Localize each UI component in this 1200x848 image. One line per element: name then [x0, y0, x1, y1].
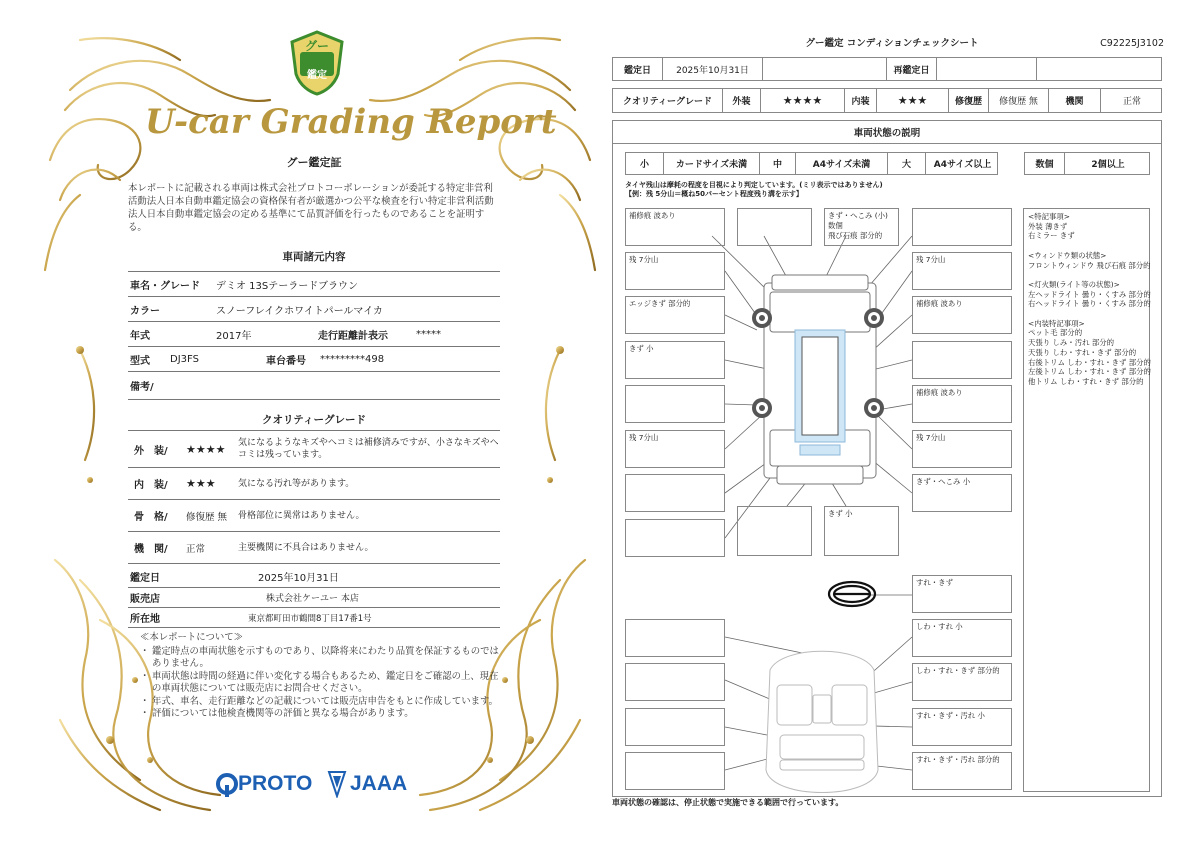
condition-note-b3: きず・へこみ (小) 数個 飛び石痕 部分的 — [824, 208, 899, 246]
certificate-heading: グー鑑定証 — [286, 156, 342, 169]
about-item-text: 鑑定時点の車両状態を示すものであり、以降将来にわたり品質を保証するものではありません。 — [152, 645, 499, 669]
info-row-date — [128, 566, 500, 588]
condition-note-l2: エッジきず 部分的 — [625, 296, 725, 334]
exterior-value: ★★★★ — [761, 89, 845, 112]
condition-note-i2: しわ・すれ 小 — [912, 619, 1012, 657]
bullet: ・ — [140, 670, 150, 682]
spec-row-color — [128, 297, 500, 322]
about-item — [140, 708, 500, 721]
condition-note-l5: 残 7分山 — [625, 430, 725, 468]
special-notes-list — [1028, 212, 1151, 387]
about-item — [140, 671, 500, 696]
recheck-label: 再鑑定日 — [887, 58, 937, 80]
badge-text-top: グー — [304, 39, 329, 53]
spec-mileage-label: 走行距離計表示 — [318, 330, 388, 342]
about-report — [140, 632, 500, 721]
sheet-footer: 車両状態の確認は、停止状態で実施できる範囲で行っています。 — [612, 798, 844, 807]
special-note-line: <特記事項> — [1028, 212, 1070, 221]
quality-grade: ★★★ — [186, 477, 216, 490]
spec-remarks-label: 備考/ — [130, 382, 154, 393]
date-value: 2025年10月31日 — [663, 58, 763, 80]
quality-text: 骨格部位に異常はありません。 — [238, 510, 365, 521]
spec-color-label: カラー — [130, 305, 160, 317]
quality-label: 内 装/ — [134, 480, 168, 491]
special-note-line: <内装特記事項> — [1028, 318, 1085, 328]
condition-note-interior-left — [625, 619, 725, 657]
condition-note-interior-left — [625, 752, 725, 790]
condition-note-r6: きず・へこみ 小 — [912, 474, 1012, 512]
about-item-text: 車両状態は時間の経過に伴い変化する場合もあるため、鑑定日をご確認の上、現在の車両状態については販売店にお問合せください。 — [152, 670, 499, 694]
condition-note-interior-left — [625, 708, 725, 746]
spec-color-value: スノーフレイクホワイトパールマイカ — [216, 305, 383, 317]
grading-certificate — [40, 20, 600, 835]
special-note-line: 天張り しみ・汚れ 部分的 — [1028, 338, 1114, 348]
about-item-text: 年式、車名、走行距離などの記載については販売店申告をもとに作成しています。 — [152, 695, 498, 707]
info-address-value: 東京都町田市鶴間8丁目17番1号 — [248, 613, 372, 624]
spec-model-label: 型式 — [130, 355, 150, 367]
condition-note-bt2: きず 小 — [824, 506, 899, 556]
quality-heading: クオリティーグレード — [262, 414, 366, 426]
interior-label: 内装 — [845, 89, 877, 112]
exterior-label: 外装 — [723, 89, 761, 112]
condition-note-r3 — [912, 341, 1012, 379]
tire-note-1: タイヤ残山は摩耗の程度を目視により判定しています。(ミリ表示ではありません) — [625, 181, 883, 189]
quality-grade: 正常 — [186, 543, 206, 555]
bullet: ・ — [140, 708, 150, 719]
quality-grade: ★★★★ — [186, 442, 226, 456]
info-dealer-label: 販売店 — [130, 594, 160, 605]
report-title: U-car Grading Report — [145, 102, 557, 142]
special-note-line: 右後トリム しわ・すれ・きず 部分的 — [1028, 357, 1151, 367]
condition-note-l6 — [625, 474, 725, 512]
count-label: 数個 — [1025, 153, 1065, 174]
spec-chassis-value: *********498 — [320, 353, 385, 365]
engine-value: 正常 — [1122, 97, 1141, 107]
about-item — [140, 696, 500, 709]
condition-note-r2: 補修痕 波あり — [912, 296, 1012, 334]
special-note-line: 左後トリム しわ・すれ・きず 部分的 — [1028, 367, 1151, 377]
about-list — [140, 646, 500, 721]
spec-name-label: 車名・グレード — [130, 280, 200, 292]
special-note-line: <灯火類(ライト等の状態)> — [1028, 279, 1120, 289]
condition-note-i1: すれ・きず — [912, 575, 1012, 613]
section-title: 車両状態の説明 — [612, 120, 1162, 144]
badge-text-bottom: 鑑定 — [307, 70, 327, 81]
count-value: 2個以上 — [1091, 160, 1125, 170]
date-label: 鑑定日 — [613, 58, 663, 80]
quality-row — [128, 468, 500, 500]
bullet: ・ — [140, 695, 150, 707]
spec-year-value: 2017年 — [216, 330, 252, 342]
info-date-label: 鑑定日 — [130, 573, 160, 584]
about-item-text: 評価については他検査機関等の評価と異なる場合があります。 — [152, 708, 414, 719]
info-dealer-value: 株式会社ケーユー 本店 — [266, 594, 359, 604]
spec-model-value: DJ3FS — [170, 353, 199, 365]
condition-note-i4: すれ・きず・汚れ 小 — [912, 708, 1012, 746]
condition-check-sheet — [612, 30, 1164, 820]
special-note-line: 天張り しわ・すれ・きず 部分的 — [1028, 347, 1137, 357]
quality-row — [128, 500, 500, 532]
size-mid: 中 — [760, 153, 796, 174]
info-date-value: 2025年10月31日 — [258, 573, 339, 584]
special-note-line: 外装 薄きず — [1028, 221, 1068, 231]
jaaa-logo-icon — [327, 770, 347, 798]
spec-name-value: デミオ 13Sテーラードブラウン — [216, 280, 358, 292]
special-note-line: フロントウィンドウ 飛び石痕 部分的 — [1028, 260, 1151, 270]
spec-row-year — [128, 322, 500, 347]
bullet: ・ — [140, 645, 150, 657]
quality-label: 骨 格/ — [134, 512, 168, 523]
spec-row-name — [128, 271, 500, 297]
spec-mileage-value: ***** — [416, 328, 441, 340]
interior-value: ★★★ — [877, 89, 949, 112]
special-note-line: 他トリム しわ・すれ・きず 部分的 — [1028, 376, 1144, 386]
quality-row — [128, 532, 500, 564]
sheet-title: グー鑑定 コンディションチェックシート — [805, 38, 979, 49]
condition-note-interior-left — [625, 663, 725, 701]
engine-label: 機関 — [1049, 89, 1101, 112]
repair-label: 修復歴 — [949, 89, 989, 112]
special-note-line: 右ミラー きず — [1028, 231, 1075, 241]
quality-text: 主要機関に不具合はありません。 — [238, 542, 374, 553]
spec-row-model — [128, 347, 500, 372]
size-large: 大 — [888, 153, 926, 174]
spec-chassis-label: 車台番号 — [266, 355, 306, 367]
condition-note-l7 — [625, 519, 725, 557]
info-row-dealer — [128, 588, 500, 608]
size-mid-desc: A4サイズ未満 — [796, 153, 888, 174]
about-heading: ≪本レポートについて≫ — [140, 632, 243, 643]
condition-note-bt1 — [737, 506, 812, 556]
special-note-line — [1028, 241, 1145, 251]
jaaa-logo-text: JAAA — [350, 772, 408, 795]
quality-text: 気になる汚れ等があります。 — [238, 478, 355, 489]
spec-row-remarks — [128, 372, 500, 400]
about-item — [140, 646, 500, 671]
spec-heading: 車両諸元内容 — [282, 251, 346, 263]
condition-note-b1: 補修痕 波あり — [625, 208, 725, 246]
condition-note-b4 — [912, 208, 1012, 246]
size-large-desc: A4サイズ以上 — [933, 160, 992, 170]
special-note-line — [1028, 309, 1145, 319]
sheet-code: C92225J3102 — [1100, 38, 1164, 49]
proto-logo-text: PROTO — [238, 772, 313, 795]
condition-note-i3: しわ・すれ・きず 部分的 — [912, 663, 1012, 701]
condition-note-r5: 残 7分山 — [912, 430, 1012, 468]
condition-note-r1: 残 7分山 — [912, 252, 1012, 290]
condition-note-l1: 残 7分山 — [625, 252, 725, 290]
certificate-body-text: 本レポートに記載される車両は株式会社プロトコーポレーションが委託する特定非営利活動法人日本自動車鑑定協会の資格保有者が厳選かつ公平な検査を行い特定非営利活動法人日本自動車鑑定協会の定める基準にて品質評価を行ったものであることを証明する。 — [128, 183, 494, 233]
quality-row — [128, 430, 500, 468]
condition-note-l3: きず 小 — [625, 341, 725, 379]
special-note-line: 右ヘッドライト 曇り・くすみ 部分的 — [1028, 299, 1151, 309]
special-note-line: 左ヘッドライト 曇り・くすみ 部分的 — [1028, 289, 1151, 299]
condition-note-i5: すれ・きず・汚れ 部分的 — [912, 752, 1012, 790]
special-note-line: <ウィンドウ類の状態> — [1028, 250, 1107, 260]
condition-note-b2 — [737, 208, 812, 246]
tire-note-2: 【例：残 5分山＝概ね50パーセント程度残り溝を示す】 — [625, 190, 803, 198]
special-note-line: ペット毛 部分的 — [1028, 328, 1083, 338]
info-address-label: 所在地 — [130, 614, 160, 625]
repair-value: 修復歴 無 — [989, 89, 1049, 112]
special-note-line — [1028, 270, 1145, 280]
quality-grade: 修復歴 無 — [186, 511, 228, 523]
quality-label: 外 装/ — [134, 445, 168, 457]
spec-year-label: 年式 — [130, 330, 150, 342]
condition-note-l4 — [625, 385, 725, 423]
condition-note-r4: 補修痕 波あり — [912, 385, 1012, 423]
info-row-address — [128, 608, 500, 628]
size-small: 小 — [626, 153, 664, 174]
size-small-desc: カードサイズ未満 — [664, 153, 760, 174]
quality-text: 気になるようなキズやヘコミは補修済みですが、小さなキズやヘコミは残っています。 — [238, 438, 499, 460]
special-notes — [1023, 208, 1150, 792]
proto-logo-icon — [216, 773, 238, 797]
grade-label: クオリティーグレード — [613, 89, 723, 112]
quality-label: 機 関/ — [134, 544, 168, 555]
